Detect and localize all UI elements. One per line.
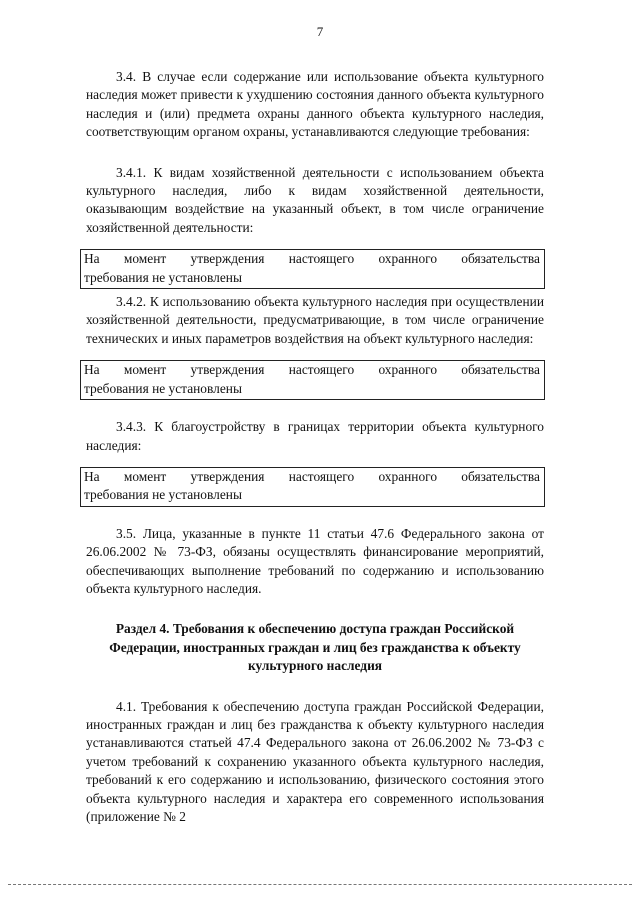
box-text-line: требования не установлены [84, 269, 242, 285]
box-text-line: На момент утверждения настоящего охранного обязательства [84, 362, 540, 378]
page-number: 7 [316, 24, 324, 39]
paragraph-3-4-3: 3.4.3. К благоустройству в границах территории объекта культурного наследия: [86, 419, 544, 453]
box-text-line: На момент утверждения настоящего охранного обязательства [84, 251, 540, 267]
box-text-line: требования не установлены [84, 487, 242, 503]
paragraph-3-4-2: 3.4.2. К использованию объекта культурного наследия при осуществлении хозяйственной деятельности, предусматривающие, в том числе ограничение технических и иных параметров воздействия на объект культурного наследия: [86, 294, 544, 346]
box-text-line: требования не установлены [84, 380, 242, 396]
paragraph-4-1: 4.1. Требования к обеспечению доступа граждан Российской Федерации, иностранных граждан и лиц без гражданства к объекту культурного наследия устанавливаются статьей 47.4 Федерального закона от 26.06.2002 № 73-ФЗ с учетом требований к сохранению указанного объекта культурного наследия, требований к его содержанию и использованию, физического состояния этого объекта культурного наследия и характера его современного использования (приложение № 2 [86, 698, 544, 824]
scan-edge-line [8, 884, 632, 885]
requirements-box-1 [80, 249, 545, 289]
document-body [86, 68, 544, 826]
paragraph-3-4: 3.4. В случае если содержание или использование объекта культурного наследия может привести к ухудшению состояния данного объекта культурного наследия и (или) предмета охраны данного объекта культурного наследия, соответствующим органом охраны, устанавливаются следующие требования: [86, 69, 544, 140]
paragraph-3-5: 3.5. Лица, указанные в пункте 11 статьи 47.6 Федерального закона от 26.06.2002 № 73-ФЗ, обязаны осуществлять финансирование мероприятий, обеспечивающих выполнение требований по содержанию и использованию объекта культурного наследия. [86, 525, 544, 596]
requirements-box-2 [80, 360, 545, 400]
requirements-box-3 [80, 467, 545, 507]
box-text-line: На момент утверждения настоящего охранного обязательства [84, 468, 540, 484]
section-heading: Раздел 4. Требования к обеспечению доступа граждан Российской Федерации, иностранных граждан и лиц без гражданства к объекту культурного наследия [109, 621, 521, 674]
paragraph-3-4-1: 3.4.1. К видам хозяйственной деятельности с использованием объекта культурного наследия, либо к видам хозяйственной деятельности, оказывающим воздействие на указанный объект, в том числе ограничение хозяйственной деятельности: [86, 164, 544, 235]
